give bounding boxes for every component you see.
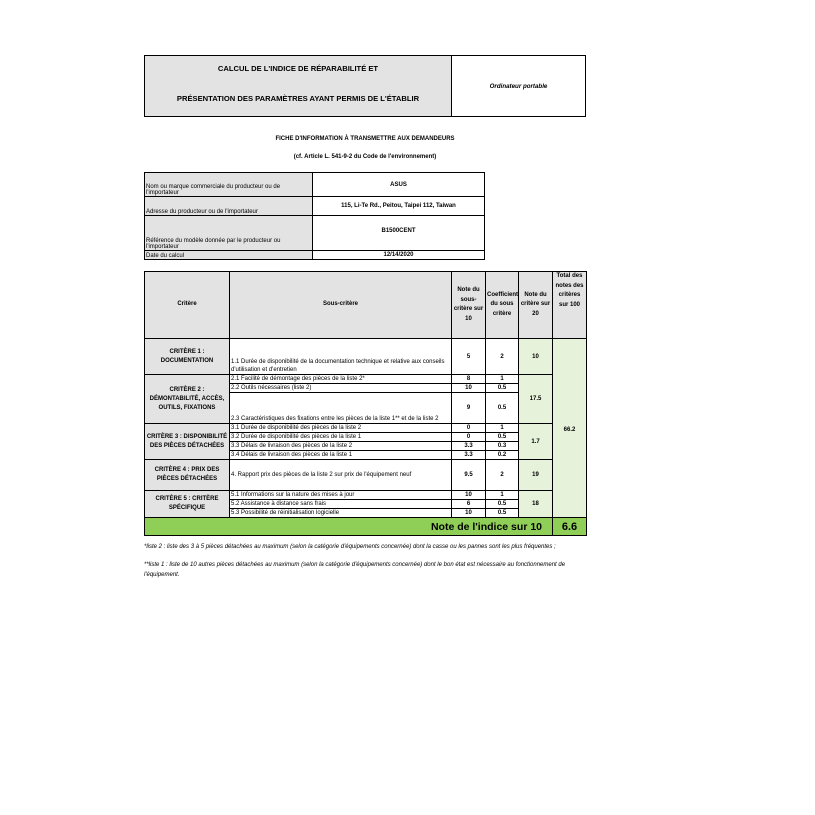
sub-criterion-label: 5.3 Possibilité de réinitialisation logicielle <box>230 509 452 518</box>
title-line-2: PRÉSENTATION DES PARAMÈTRES AYANT PERMIS DE L'ÉTABLIR <box>176 94 420 103</box>
sub-criterion-note: 8 <box>452 375 486 384</box>
sub-criterion-label: 3.1 Durée de disponibilité des pièces de la liste 2 <box>230 424 452 433</box>
header-note-critere: Note du critère sur 20 <box>519 272 553 339</box>
sub-criterion-note: 3.3 <box>452 451 486 460</box>
sub-criterion-coef: 2 <box>486 339 519 375</box>
sub-criterion-label: 5.1 Informations sur la nature des mises à jour <box>230 491 452 500</box>
table-row <box>145 491 587 500</box>
final-score-label: Note de l'indice sur 10 <box>145 518 553 536</box>
criterion-name: CRITÈRE 5 : CRITÈRE SPÉCIFIQUE <box>145 491 230 518</box>
header-total: Total des notes des critères sur 100 <box>553 272 587 339</box>
criterion-score: 17.5 <box>519 375 553 424</box>
footnote-list-2: *liste 2 : liste des 3 à 5 pièces détachées au maximum (selon la catégorie d'équipements concernée) dont la casse ou les pannes sont les plus fréquentes ; <box>144 544 556 550</box>
sub-criterion-label: 3.2 Durée de disponibilité des pièces de la liste 1 <box>230 433 452 442</box>
total-score: 66.2 <box>553 339 587 518</box>
criterion-score: 1.7 <box>519 424 553 460</box>
criterion-score: 10 <box>519 339 553 375</box>
criterion-name: CRITÈRE 1 : DOCUMENTATION <box>145 339 230 375</box>
header-note-sous-critere: Note du sous-critère sur 10 <box>452 272 486 339</box>
header-critere: Critère <box>145 272 230 339</box>
fiche-reference: (cf. Article L. 541-9-2 du Code de l'environnement) <box>293 154 437 160</box>
sub-criterion-label: 3.4 Délais de livraison des pièces de la liste 1 <box>230 451 452 460</box>
final-score-value: 6.6 <box>553 518 587 536</box>
address-value: 115, Li-Te Rd., Peitou, Taipei 112, Taiwan <box>313 197 485 216</box>
sub-criterion-coef: 0.5 <box>486 509 519 518</box>
sub-criterion-label: 2.1 Facilité de démontage des pièces de la liste 2* <box>230 375 452 384</box>
sub-criterion-coef: 0.3 <box>486 442 519 451</box>
date-value: 12/14/2020 <box>313 251 485 260</box>
product-category: Ordinateur portable <box>489 82 548 90</box>
sub-criterion-coef: 1 <box>486 424 519 433</box>
brand-label: Nom ou marque commerciale du producteur ou de l'importateur <box>145 173 313 197</box>
sub-criterion-label: 5.2 Assistance à distance sans frais <box>230 500 452 509</box>
criterion-name: CRITÈRE 2 : DÉMONTABILITÉ, ACCÈS, OUTILS, FIXATIONS <box>145 375 230 424</box>
sub-criterion-note: 10 <box>452 491 486 500</box>
model-value: B1500CENT <box>313 216 485 251</box>
sub-criterion-note: 5 <box>452 339 486 375</box>
model-label: Référence du modèle donnée par le producteur ou l'importateur <box>145 216 313 251</box>
sub-criterion-note: 3.3 <box>452 442 486 451</box>
producer-info-table <box>144 172 485 260</box>
sub-criterion-note: 9 <box>452 393 486 424</box>
sub-criterion-note: 6 <box>452 500 486 509</box>
sub-criterion-label: 2.3 Caractéristiques des fixations entre les pièces de la liste 1** et de la liste 2 <box>230 393 452 424</box>
date-label: Date du calcul <box>145 251 313 260</box>
sub-criterion-note: 0 <box>452 433 486 442</box>
sub-criterion-label: 2.2 Outils nécessaires (liste 2) <box>230 384 452 393</box>
sub-criterion-note: 10 <box>452 509 486 518</box>
table-row <box>145 424 587 433</box>
sub-criterion-coef: 0.5 <box>486 393 519 424</box>
brand-value: ASUS <box>313 173 485 197</box>
header-coefficient: Coefficient du sous critère <box>486 272 519 339</box>
criterion-score: 19 <box>519 460 553 491</box>
table-row <box>145 375 587 384</box>
address-label: Adresse du producteur ou de l'importateur <box>145 197 313 216</box>
sub-criterion-label: 3.3 Délais de livraison des pièces de la liste 2 <box>230 442 452 451</box>
sub-criterion-note: 0 <box>452 424 486 433</box>
sub-criterion-coef: 1 <box>486 375 519 384</box>
criterion-name: CRITÈRE 3 : DISPONIBILITÉ DES PIÈCES DÉTACHÉES <box>145 424 230 460</box>
header-sous-critere: Sous-critère <box>230 272 452 339</box>
footnote-list-1: **liste 1 : liste de 10 autres pièces détachées au maximum (selon la catégorie d'équipements concernée) dont le bon état est nécessaire au fonctionnement de l'équipement. <box>144 562 566 578</box>
header-title-panel <box>145 56 452 116</box>
sub-criterion-coef: 0.5 <box>486 433 519 442</box>
sub-criterion-note: 10 <box>452 384 486 393</box>
criterion-score: 18 <box>519 491 553 518</box>
sub-criterion-note: 9.5 <box>452 460 486 491</box>
table-row <box>145 339 587 375</box>
sub-criterion-coef: 2 <box>486 460 519 491</box>
sub-criterion-label: 4. Rapport prix des pièces de la liste 2 sur prix de l'équipement neuf <box>230 460 452 491</box>
final-score-row <box>145 518 587 536</box>
sub-criterion-coef: 0.2 <box>486 451 519 460</box>
fiche-title: FICHE D'INFORMATION À TRANSMETTRE AUX DEMANDEURS <box>275 136 455 142</box>
criterion-name: CRITÈRE 4 : PRIX DES PIÈCES DÉTACHÉES <box>145 460 230 491</box>
sub-criterion-coef: 0.5 <box>486 384 519 393</box>
sub-criterion-coef: 0.5 <box>486 500 519 509</box>
sub-criterion-label: 1.1 Durée de disponibilité de la documentation technique et relative aux conseils d'utilisation et d'entretien <box>230 339 452 375</box>
sub-criterion-coef: 1 <box>486 491 519 500</box>
header-box <box>144 55 586 117</box>
table-row <box>145 460 587 491</box>
title-line-1: CALCUL DE L'INDICE DE RÉPARABILITÉ ET <box>217 64 379 73</box>
repairability-table <box>144 271 587 536</box>
